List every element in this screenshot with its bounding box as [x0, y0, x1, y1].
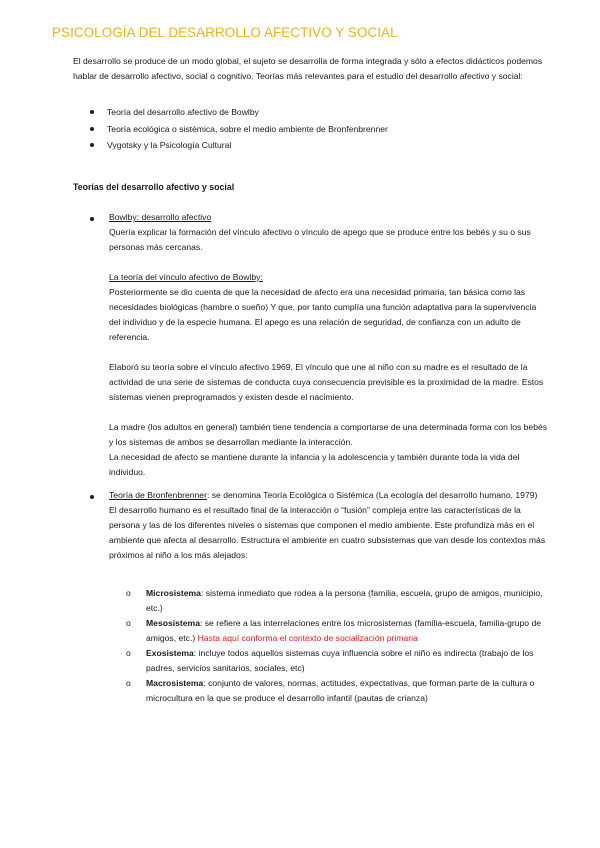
bowlby-subheading: La teoría del vínculo afectivo de Bowlby:: [109, 272, 263, 282]
bowlby-heading: Bowlby: desarrollo afectivo: [109, 212, 212, 222]
bowlby-paragraph: Elaboró su teoría sobre el vínculo afectivo 1969. El vínculo que une al niño con su madre es el resultado de la actividad de una serie de sistemas de conducta cuya consecuencia previsible es la proximidad de la madre. Estos sistemas vienen preprogramados y existen desde el nacimiento.: [109, 362, 544, 402]
list-item: Vygotsky y la Psicología Cultural: [73, 137, 543, 154]
system-desc: : conjunto de valores, normas, actitudes, expectativas, que forman parte de la cultura o microcultura en la que se produce el desarrollo infantil (pautas de crianza): [146, 678, 535, 703]
bronfenbrenner-heading-rest: : se denomina Teoría Ecológica o Sistémica (La ecología del desarrollo humano, 1979): [206, 490, 538, 500]
system-name: Mesosistema: [146, 618, 200, 628]
bowlby-section: [109, 210, 549, 480]
system-note: Hasta aquí conforma el contexto de socialización primaria: [197, 633, 418, 643]
bronfenbrenner-heading: Teoría de Bronfenbrenner: [109, 490, 207, 500]
list-item: [124, 616, 554, 646]
theories-list: [73, 104, 543, 154]
bowlby-intro: Quería explicar la formación del vínculo afectivo o vínculo de apego que se produce entre los bebés y su o sus personas más cercanas.: [109, 227, 531, 252]
list-item: Teoría del desarrollo afectivo de Bowlby: [73, 104, 543, 121]
bullet-dot: [90, 217, 94, 221]
bowlby-paragraph: La madre (los adultos en general) también tiene tendencia a comportarse de una determinada forma con los bebés y los sistemas de ambos se desarrollan mediante la interacción.: [109, 422, 548, 447]
list-item: [124, 586, 554, 616]
bronfenbrenner-section: [109, 488, 549, 563]
section-heading: Teorías del desarrollo afectivo y social: [73, 182, 235, 192]
circle-bullet: o: [126, 678, 131, 688]
bowlby-paragraph: La necesidad de afecto se mantiene durante la infancia y la adolescencia y también durante toda la vida del individuo.: [109, 452, 520, 477]
systems-list: [124, 586, 554, 706]
list-item: [124, 646, 554, 676]
intro-paragraph: El desarrollo se produce de un modo global, el sujeto se desarrolla de forma integrada y sólo a efectos didácticos podemos hablar de desarrollo afectivo, social o cognitivo. Teorías más relevantes para el estudio del desarrollo afectivo y social:: [73, 56, 543, 81]
circle-bullet: o: [126, 588, 131, 598]
bronfenbrenner-heading-line: [109, 488, 549, 503]
system-desc: : se refiere a las interrelaciones entre los microsistemas (familia-escuela, familia-grupo de amigos, etc.): [146, 618, 542, 643]
circle-bullet: o: [126, 648, 131, 658]
list-item: [124, 676, 554, 706]
system-desc: : incluye todos aquellos sistemas cuya influencia sobre el niño es indirecta (trabajo de los padres, servicios sanitarios, sociales, etc): [146, 648, 534, 673]
system-desc: : sistema inmediato que rodea a la persona (familia, escuela, grupo de amigos, municipio, etc.): [146, 588, 543, 613]
bowlby-paragraph: Posteriormente se dio cuenta de que la necesidad de afecto era una necesidad primaria, tan básica como las necesidades biológicas (hambre o sueño) Y que, por tanto cumplía una función adaptativa para la supervivencia del individuo y de la especie humana. El apego es una relación de seguridad, de confianza con un adulto de referencia.: [109, 287, 537, 342]
bullet-dot: [90, 495, 94, 499]
system-name: Microsistema: [146, 588, 201, 598]
circle-bullet: o: [126, 618, 131, 628]
page-title: PSICOLOGÍA DEL DESARROLLO AFECTIVO Y SOCIAL: [52, 25, 398, 40]
list-item: Teoría ecológica o sistémica, sobre el medio ambiente de Bronfenbrenner: [73, 121, 543, 138]
system-name: Exosistema: [146, 648, 194, 658]
system-name: Macrosistema: [146, 678, 204, 688]
bronfenbrenner-paragraph: El desarrollo humano es el resultado final de la interacción o “fusión” compleja entre las características de la persona y las de los diferentes niveles o sistemas que componen el medio ambiente. Este profundiza más en el ambiente que afecta al desarrollo. Estructura el ambiente en cuatro subsistemas que van desde los contextos más próximos al niño a los más alejados:: [109, 505, 546, 560]
